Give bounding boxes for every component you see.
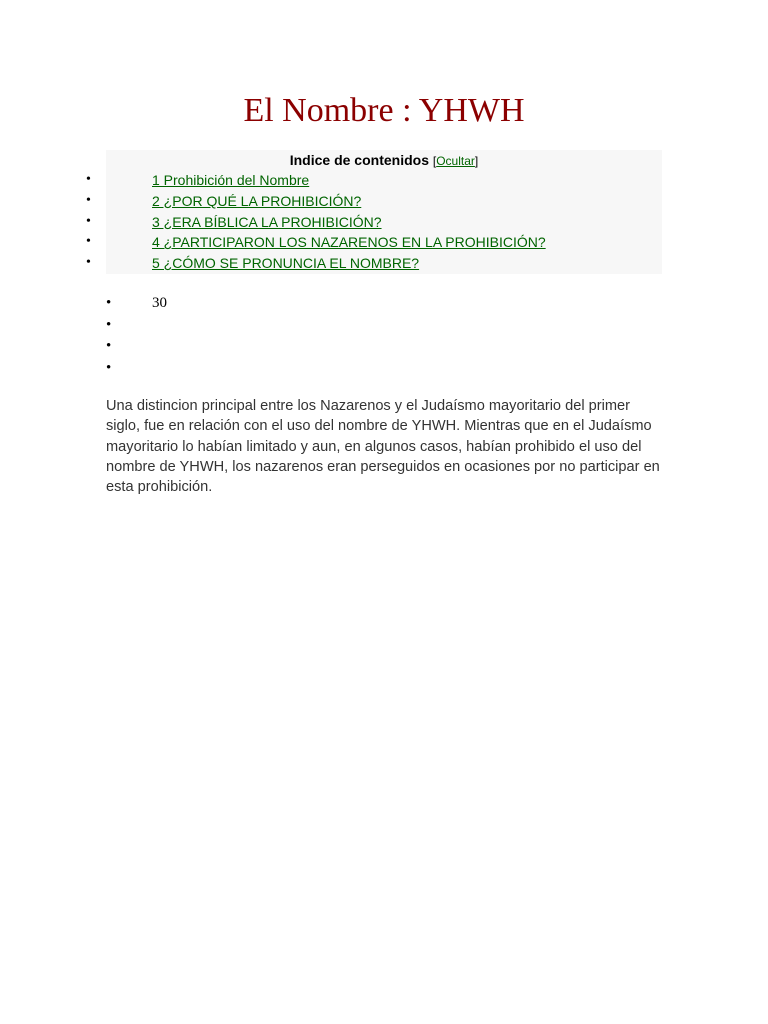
bullet: •: [86, 192, 91, 208]
toc-link-2[interactable]: 2 ¿POR QUÉ LA PROHIBICIÓN?: [152, 192, 362, 209]
page-title: El Nombre : YHWH: [243, 92, 525, 129]
toc-link-5[interactable]: 5 ¿CÓMO SE PRONUNCIA EL NOMBRE?: [152, 255, 420, 272]
list-item: [0, 358, 300, 380]
bullet: •: [86, 255, 91, 271]
toc-item: [0, 191, 700, 212]
bullet: •: [86, 234, 91, 250]
body-paragraph: Una distincion principal entre los Nazarenos y el Judaísmo mayoritario del primer siglo, fue en relación con el uso del nombre de YHWH. Mientras que en el Judaísmo mayoritario lo habían limitado y aun, en algunos casos, habían prohibido el uso del nombre de YHWH, los nazarenos eran perseguidos en ocasiones por no participar en esta prohibición.: [106, 398, 660, 496]
toc-link-4[interactable]: 4 ¿PARTICIPARON LOS NAZARENOS EN LA PROHIBICIÓN?: [152, 234, 546, 251]
toc-heading: Indice de contenidos: [289, 152, 429, 168]
toc-toggle-link[interactable]: Ocultar: [436, 154, 475, 168]
secondary-list: [0, 293, 300, 379]
bullet: •: [106, 316, 112, 333]
toc-item: [0, 232, 700, 253]
bullet: •: [86, 172, 91, 187]
toc-link-3[interactable]: 3 ¿ERA BÍBLICA LA PROHIBICIÓN?: [152, 213, 382, 230]
list-item: [0, 293, 300, 315]
list-item: [0, 336, 300, 358]
toc-open-bracket: [: [432, 154, 437, 168]
toc-list: [0, 170, 700, 274]
toc-link-1[interactable]: 1 Prohibición del Nombre: [152, 172, 310, 188]
list-item-text: 30: [152, 295, 167, 311]
toc-item: [0, 170, 700, 191]
bullet: •: [106, 359, 112, 376]
toc-item: [0, 253, 700, 274]
toc-item: [0, 212, 700, 233]
bullet: •: [86, 213, 91, 229]
toc-close-bracket: ]: [474, 154, 479, 168]
toc-header: [106, 150, 662, 172]
list-item: [0, 315, 300, 337]
bullet: •: [106, 338, 112, 354]
bullet: •: [106, 295, 112, 311]
